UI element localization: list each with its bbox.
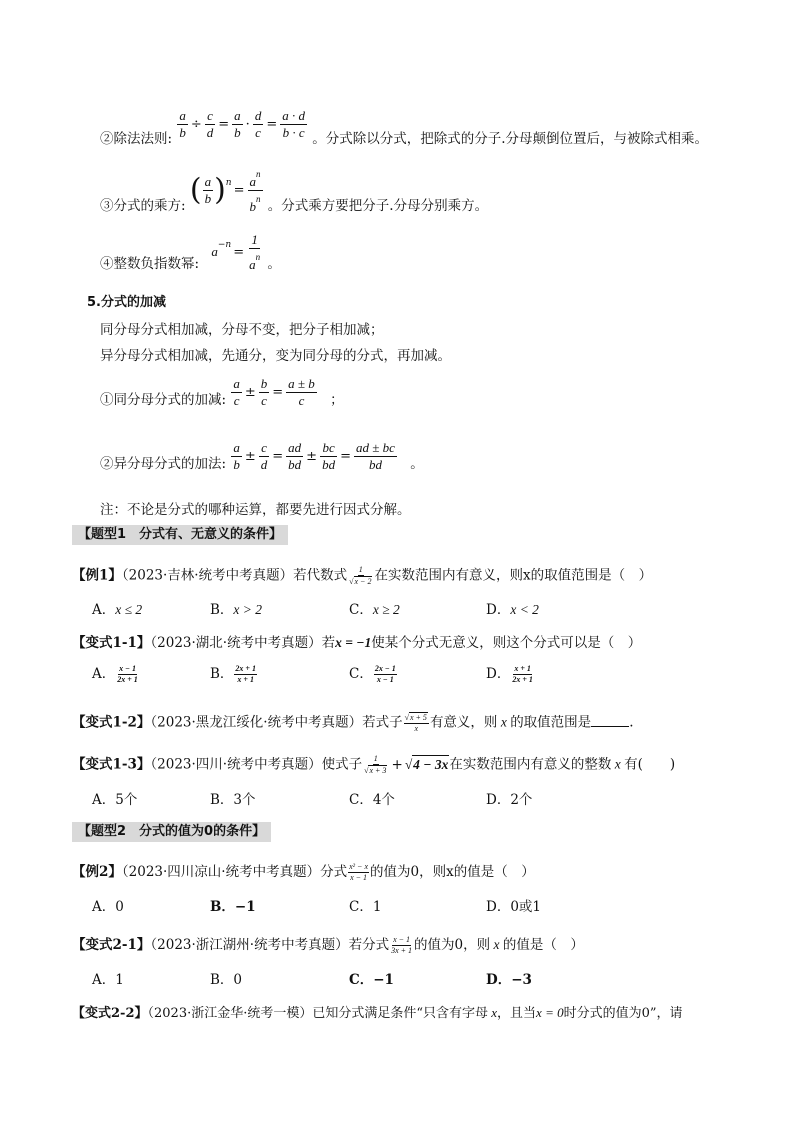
- variant2-2-condition: x = 0: [536, 1005, 564, 1020]
- variant2-2-tail: 时分式的值为0”，请: [563, 1006, 683, 1021]
- example1-tail: 在实数范围内有意义，则x的取值范围是（ ）: [374, 567, 653, 584]
- example2-option-d[interactable]: D．0或1: [486, 899, 542, 915]
- variant1-3-tail2: 有( ): [624, 756, 676, 773]
- same-denominator-rule: [100, 376, 344, 409]
- variant1-1-tail: 使某个分式无意义，则这个分式可以是（ ）: [371, 635, 642, 651]
- example1-source: （2023·吉林·统考中考真题）若代数式: [121, 567, 348, 584]
- example2-option-b[interactable]: B．−1: [210, 899, 256, 915]
- variant2-1-question: 【变式2-1】（2023·浙江湖州·统考中考真题）若分式 $\frac{x - 1}{3x + 1}$ 的值为0，则 x 的值是（ ）: [72, 935, 584, 955]
- variant1-2-source: （2023·黑龙江绥化·统考中考真题）若式子: [150, 714, 403, 731]
- variant2-1-tag: 【变式2-1】: [72, 937, 151, 953]
- power-rule: [100, 166, 488, 215]
- same-denominator-formula: $\frac{a}{c}$ ± $\frac{b}{c}$ = $\frac{a \pm b}{c}$: [233, 376, 315, 408]
- example1-option-c[interactable]: C．x ≥ 2: [349, 602, 400, 618]
- variant2-2-question: 【变式2-2】（2023·浙江金华·统考一模）已知分式满足条件“只含有字母 x，且当x = 0时分式的值为0”，请: [72, 1005, 683, 1021]
- variant1-3-option-b[interactable]: B．3个: [210, 792, 256, 808]
- section5-title: 5.分式的加减: [87, 295, 166, 310]
- variant2-1-option-b[interactable]: B．0: [210, 972, 243, 988]
- division-rule-text: 。分式除以分式，把除式的分子.分母颠倒位置后，与被除式相乘。: [312, 131, 709, 147]
- example2-tag: 【例2】: [72, 864, 122, 880]
- variant1-1-condition: x = −1: [335, 635, 372, 650]
- variant2-2-tag: 【变式2-2】: [72, 1006, 148, 1021]
- example1-question: [72, 565, 652, 587]
- example1-tag: 【例1】: [72, 567, 122, 584]
- example2-fraction: $\frac{\text{x² − x}}{x - 1}$: [349, 862, 369, 882]
- variant1-3-tag: 【变式1-3】: [72, 756, 151, 773]
- diff-denominator-end: 。: [410, 456, 424, 472]
- section5-line2: 异分母分式相加减，先通分，变为同分母的分式，再加减。: [100, 348, 451, 364]
- variant2-1-option-c[interactable]: C．−1: [349, 972, 394, 988]
- variant1-3-tail: 在实数范围内有意义的整数: [449, 756, 612, 773]
- negexp-rule-end: 。: [267, 256, 281, 272]
- example2-source: （2023·四川凉山·统考中考真题）分式: [121, 864, 348, 880]
- diff-denominator-label: ②异分母分式的加法:: [100, 456, 227, 472]
- variant2-1-option-d[interactable]: D．−3: [486, 972, 532, 988]
- example1-fraction: $\frac{1}{√x - 2}$: [349, 565, 372, 586]
- variant1-2-tail2: 的取值范围是: [510, 714, 592, 731]
- variant1-2-tag: 【变式1-2】: [72, 714, 151, 731]
- division-formula: $\frac{a}{b}$ ÷ $\frac{c}{d}$ = $\frac{a}{b}$ · $\frac{d}{c}$ = $\frac{a \cdot d}{b \cdot c}$: [179, 108, 305, 140]
- variant2-1-option-a[interactable]: A．1: [92, 972, 124, 988]
- variant1-1-option-a[interactable]: A． $\frac{x - 1}{2x + 1}$: [92, 664, 138, 684]
- variant2-2-mid: ，且当: [497, 1006, 537, 1021]
- example2-option-a[interactable]: A．0: [92, 899, 124, 915]
- negexp-formula: $a^{-n}$ = $\frac{1}{a^n}$: [211, 232, 261, 272]
- diff-denominator-formula: $\frac{a}{b}$ ± $\frac{c}{d}$ = $\frac{ad}{bd}$ ± $\frac{bc}{bd}$ = $\frac{ad \pm bc}{bd}$: [233, 440, 395, 472]
- same-denominator-label: ①同分母分式的加减:: [100, 392, 227, 408]
- negexp-rule: [100, 232, 281, 273]
- negexp-rule-label: ④整数负指数幂:: [100, 256, 200, 272]
- same-denominator-end: ；: [330, 392, 344, 408]
- variant1-3-fraction: $\frac{1}{√x + 3}$: [364, 754, 387, 775]
- power-rule-text: 。分式乘方要把分子.分母分别乘方。: [267, 198, 489, 214]
- example1-option-d[interactable]: D．x < 2: [486, 602, 539, 618]
- variant2-1-fraction: $\frac{x - 1}{3x + 1}$: [391, 935, 413, 955]
- division-rule: [100, 108, 708, 148]
- variant1-1-question: [72, 634, 641, 652]
- variant1-2-tail: 有意义，则: [429, 714, 498, 731]
- section5-line1: 同分母分式相加减，分母不变，把分子相加减；: [100, 322, 384, 338]
- variant1-2-answer-blank[interactable]: [591, 714, 629, 727]
- variant1-1-option-d[interactable]: D． $\frac{x + 1}{2x + 1}$: [486, 664, 533, 684]
- example1-option-a[interactable]: A．x ≤ 2: [92, 602, 143, 618]
- variant1-3-root: √4 − 3x: [404, 756, 449, 772]
- topic2-header: 【题型2 分式的值为0的条件】: [72, 822, 271, 842]
- example2-option-c[interactable]: C．1: [349, 899, 382, 915]
- variant1-1-tag: 【变式1-1】: [72, 635, 151, 651]
- variant1-3-source: （2023·四川·统考中考真题）使式子: [150, 756, 363, 773]
- variant1-3-option-d[interactable]: D．2个: [486, 792, 533, 808]
- variant1-1-option-b[interactable]: B． $\frac{2x + 1}{x + 1}$: [210, 664, 256, 684]
- variant1-3-question: 【变式1-3】（2023·四川·统考中考真题）使式子 $\frac{1}{√x + 3}$ + √4 − 3x在实数范围内有意义的整数 x 有( ): [72, 754, 676, 775]
- variant2-1-tail2: 的值是（ ）: [502, 937, 584, 953]
- example2-question: [72, 862, 535, 883]
- variant2-1-tail: 的值为0，则: [414, 937, 491, 953]
- diff-denominator-rule: [100, 440, 424, 473]
- power-formula: ( $\frac{a}{b}$ )$^n$ = $\frac{a^n}{b^n}$: [190, 166, 264, 215]
- variant2-2-source: （2023·浙江金华·统考一模）已知分式满足条件“只含有字母: [147, 1006, 488, 1021]
- example2-tail: 的值为0，则x的值是（ ）: [370, 864, 535, 880]
- variant2-1-source: （2023·浙江湖州·统考中考真题）若分式: [150, 937, 390, 953]
- variant1-2-question: 【变式1-2】（2023·黑龙江绥化·统考中考真题）若式子 $\frac{√x + 5}{x}$ 有意义，则 x 的取值范围是 .: [72, 713, 634, 733]
- power-rule-label: ③分式的乘方:: [100, 198, 186, 214]
- section5-note: 注：不论是分式的哪种运算，都要先进行因式分解。: [100, 502, 411, 518]
- topic1-header: 【题型1 分式有、无意义的条件】: [72, 525, 288, 545]
- division-rule-label: ②除法法则:: [100, 131, 173, 147]
- variant1-3-option-c[interactable]: C．4个: [349, 792, 395, 808]
- variant1-1-source: （2023·湖北·统考中考真题）若: [150, 635, 336, 651]
- variant1-2-fraction: $\frac{√x + 5}{x}$: [404, 713, 427, 733]
- example1-option-b[interactable]: B．x > 2: [210, 602, 263, 618]
- variant1-3-option-a[interactable]: A．5个: [92, 792, 138, 808]
- variant1-1-option-c[interactable]: C． $\frac{2x - 1}{x - 1}$: [349, 664, 396, 684]
